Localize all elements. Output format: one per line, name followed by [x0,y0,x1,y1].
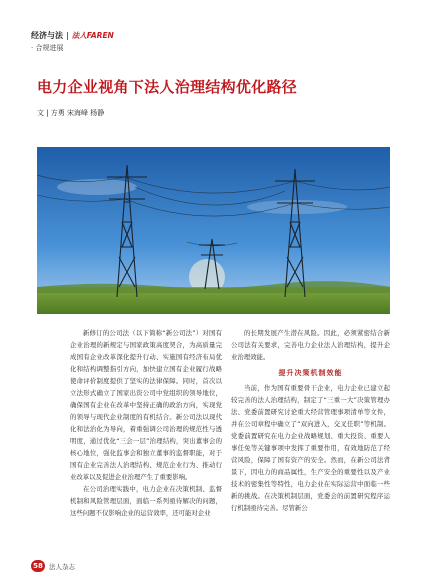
article-subheading: 提升决策机制效能 [278,368,343,377]
article-paragraph: 当前，作为国有重要骨干企业，电力企业已建立起较完善的法人治理结构，制定了“三重一大”决策管理办法、党委前置研究讨论重大经营管理事项清单等文件，并在公司章程中确立了“双向进入，交叉任职”等机制。党委前置研究在电力企业战略规划、重大投资、重要人事任免等关键事项中发挥了重要作用，有效地防范了经营风险，保障了国有资产的安全。然而，在新公司法背景下，因电力的商品属性，生产安全的重要性以及产业技术的密集性等特性，电力企业在实际运营中面临一些新的挑战。在决策机制层面，党委会的前置研究程序运行机制亟待完善。尽管新公 [231,384,390,512]
header-separator: | [66,31,69,40]
article-column-left [70,327,222,519]
article-paragraph: 新修订的公司法（以下简称“新公司法”）对国有企业治理的新规定与国家政策高度契合，为高质量完成国有企业改革深化提升行动、实施国有经济布局优化和结构调整指引方向，加快建立国有企业履行战略使命评价制度提供了坚实的法律保障。同时，首次以立法形式确立了国家出资公司中党组织的领导地位，确保国有企业在改革中坚持正确的政治方向，实现党的领导与现代企业制度的有机结合。新公司法以现代化和法治化为导向，着重强调公司治理的规范性与透明度，通过优化“三会一层”治理结构，突出董事会的核心地位，强化监事会和独立董事的监督职能，对于国有企业完善法人治理结构、规范企业行为、推动行业改革以及促进企业治理产生了重要影响。 [70,329,222,481]
magazine-name: 法人杂志 [49,562,75,571]
page-number: 58 [31,560,45,572]
section-header [31,29,114,42]
article-title: 电力企业视角下法人治理结构优化路径 [37,78,298,96]
article-paragraph: 的长期发展产生潜在风险。因此，必须紧密结合新公司法有关要求，完善电力企业法人治理结构，提升企业治理效能。 [231,329,390,361]
section-label: 经济与法 [31,31,63,40]
article-byline: 文 | 方勇 宋海峰 杨静 [37,109,105,117]
article-paragraph: 在公司治理实践中，电力企业在决策机制、监督机制和风险管理层面，面临一系列亟待解决的问题，这些问题不仅影响企业的运营效率，还可能对企业 [70,485,222,517]
article-column-right [231,327,390,514]
sub-section-label: · 合规进展 [31,44,64,52]
power-tower-photo [37,147,390,314]
page-footer [31,560,75,572]
brand-logo: 法人FAREN [71,31,114,40]
